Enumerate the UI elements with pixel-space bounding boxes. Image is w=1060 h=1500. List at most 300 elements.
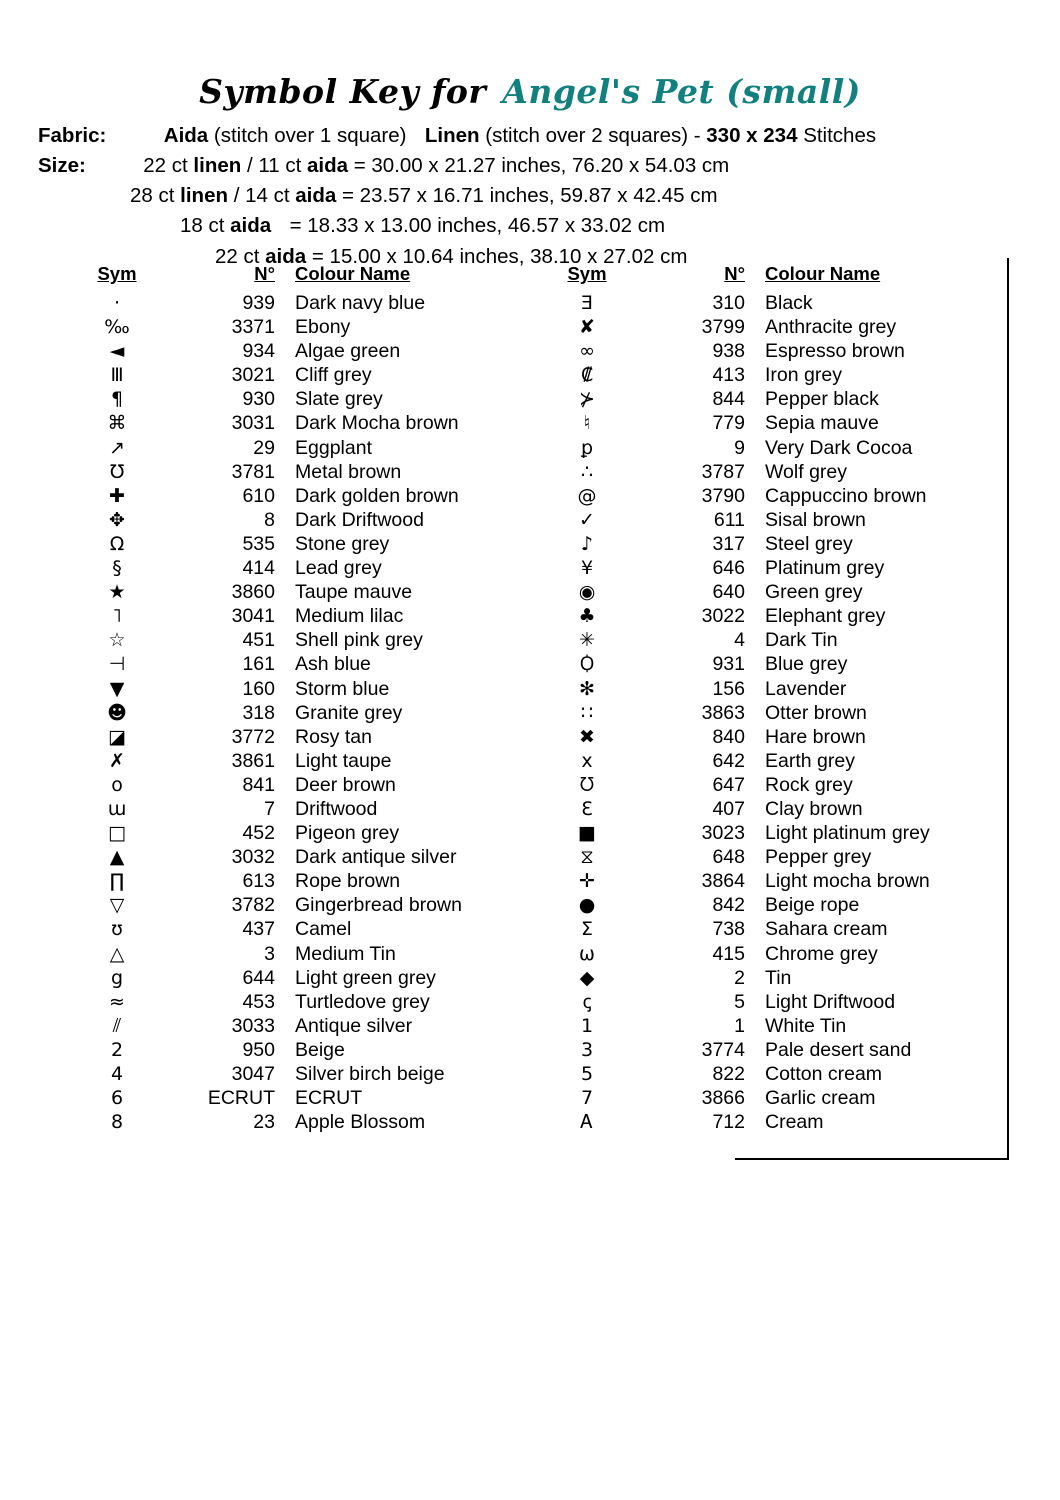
- size-line-3: [0, 211, 1060, 241]
- colour-name: Elephant grey: [765, 605, 886, 628]
- symbol-glyph: ♣: [578, 605, 596, 628]
- fabric-label: Fabric:: [38, 124, 107, 147]
- colour-name: Apple Blossom: [295, 1111, 426, 1134]
- size-label: Size:: [38, 154, 86, 178]
- colour-name: Very Dark Cocoa: [765, 436, 913, 459]
- symbol-glyph: ·: [113, 292, 121, 314]
- symbol-glyph: ☆: [108, 629, 126, 652]
- size-row-0-count1: 22 ct: [143, 154, 188, 178]
- table-row: [70, 1062, 540, 1086]
- thread-number: 3863: [701, 701, 745, 724]
- size-row-3-count2: 22 ct: [215, 244, 260, 268]
- table-row: [540, 460, 1010, 484]
- colour-name: Garlic cream: [765, 1087, 876, 1110]
- table-row: [70, 1086, 540, 1110]
- colour-name: ECRUT: [295, 1087, 363, 1110]
- thread-number: 841: [242, 773, 275, 796]
- thread-number: 3371: [231, 316, 275, 339]
- thread-number: 317: [712, 532, 745, 555]
- symbol-glyph: 8: [110, 1111, 124, 1134]
- thread-number: 938: [712, 340, 745, 363]
- thread-number: 3047: [231, 1063, 275, 1085]
- table-row: [70, 701, 540, 725]
- symbol-glyph: ✓: [579, 508, 595, 531]
- symbol-glyph: Ɛ: [581, 797, 593, 820]
- colour-name: Antique silver: [295, 1014, 413, 1037]
- table-row: [540, 363, 1010, 387]
- size-row-2-equals: = 18.33 x 13.00 inches, 46.57 x 33.02 cm: [289, 214, 666, 238]
- thread-number: 9: [734, 436, 745, 459]
- colour-name: Medium Tin: [295, 942, 396, 965]
- thread-number: 29: [253, 436, 275, 459]
- colour-name: Light taupe: [295, 749, 392, 772]
- thread-number: 3021: [231, 364, 275, 387]
- symbol-glyph: 4: [110, 1063, 124, 1085]
- colour-name: Metal brown: [295, 460, 402, 483]
- thread-number: 950: [242, 1038, 275, 1061]
- symbol-glyph: @: [577, 484, 597, 507]
- size-row-0-equals: = 30.00 x 21.27 inches, 76.20 x 54.03 cm: [353, 154, 730, 178]
- table-row: [540, 797, 1010, 821]
- header-num: N°: [254, 263, 275, 284]
- table-row: [70, 677, 540, 701]
- symbol-glyph: ⊣: [108, 653, 126, 676]
- colour-name: Medium lilac: [295, 605, 404, 628]
- table-row: [540, 1086, 1010, 1110]
- thread-number: 3023: [701, 822, 745, 845]
- thread-number: 318: [242, 701, 275, 724]
- thread-number: 437: [242, 918, 275, 941]
- symbol-glyph: ◉: [578, 581, 596, 604]
- fabric-info-block: [0, 121, 1060, 272]
- size-row-0-sep: /: [246, 154, 253, 178]
- thread-number: ECRUT: [207, 1087, 275, 1110]
- colour-name: Espresso brown: [765, 340, 905, 363]
- header-sym: Sym: [97, 263, 137, 284]
- table-row: [540, 604, 1010, 628]
- colour-name: Pepper black: [765, 388, 879, 411]
- symbol-glyph: ω: [579, 942, 595, 965]
- thread-number: 5: [734, 990, 745, 1013]
- symbol-glyph: ¥: [580, 557, 594, 580]
- thread-number: 156: [712, 677, 745, 700]
- symbol-glyph: ∏: [109, 870, 125, 893]
- colour-name: Clay brown: [765, 797, 863, 820]
- colour-name: Cream: [765, 1111, 824, 1134]
- thread-number: 7: [264, 797, 275, 820]
- colour-name: Sepia mauve: [765, 412, 879, 435]
- symbol-glyph: ■: [578, 822, 596, 845]
- header-sym: Sym: [567, 263, 607, 284]
- header-num: N°: [724, 263, 745, 284]
- thread-number: 646: [712, 557, 745, 580]
- symbol-glyph: ⊁: [579, 388, 595, 411]
- thread-number: 4: [734, 629, 745, 652]
- thread-number: 934: [242, 340, 275, 363]
- colour-name: Stone grey: [295, 532, 390, 555]
- symbol-glyph: ꝑ: [580, 436, 594, 459]
- thread-number: 738: [712, 918, 745, 941]
- symbol-glyph: ₡: [580, 364, 594, 387]
- table-row: [540, 1014, 1010, 1038]
- colour-name: Earth grey: [765, 749, 855, 772]
- colour-name: Dark Tin: [765, 629, 838, 652]
- symbol-glyph: ◆: [579, 966, 595, 989]
- thread-number: 931: [712, 653, 745, 676]
- colour-name: Chrome grey: [765, 942, 878, 965]
- colour-name: White Tin: [765, 1014, 847, 1037]
- colour-name: Taupe mauve: [295, 581, 413, 604]
- table-row: [540, 893, 1010, 917]
- thread-number: 415: [712, 942, 745, 965]
- key-column-left: [70, 262, 540, 1134]
- table-row: [540, 917, 1010, 941]
- symbol-key-tables: [70, 262, 1010, 1134]
- table-row: [70, 291, 540, 315]
- thread-number: 8: [264, 508, 275, 531]
- thread-number: 3782: [231, 894, 275, 917]
- colour-name: Deer brown: [295, 773, 396, 796]
- symbol-glyph: ✻: [579, 677, 595, 700]
- fabric-linen-word: Linen: [424, 124, 480, 147]
- table-row: [540, 387, 1010, 411]
- size-row-0-count2: 11 ct: [258, 154, 302, 178]
- thread-number: 712: [712, 1111, 745, 1134]
- symbol-glyph: ✗: [109, 749, 125, 772]
- header-colour-name: Colour Name: [295, 263, 411, 284]
- title-project-name: Angel's Pet (small): [502, 72, 861, 111]
- thread-number: 3860: [231, 581, 275, 604]
- key-table-right: [540, 262, 1010, 1134]
- table-row: [540, 556, 1010, 580]
- table-row: [540, 484, 1010, 508]
- table-row: [70, 990, 540, 1014]
- table-row: [70, 966, 540, 990]
- symbol-glyph: △: [109, 942, 125, 965]
- colour-name: Granite grey: [295, 701, 403, 724]
- stitch-count: 330 x 234: [706, 124, 798, 147]
- symbol-glyph: ⫽: [112, 1014, 122, 1037]
- symbol-glyph: ✖: [579, 725, 595, 748]
- colour-name: Beige rope: [765, 894, 860, 917]
- symbol-glyph: x: [581, 749, 593, 772]
- symbol-glyph: 7: [580, 1087, 594, 1110]
- colour-name: Ebony: [295, 316, 351, 339]
- colour-name: Slate grey: [295, 388, 383, 411]
- table-row: [540, 821, 1010, 845]
- symbol-glyph: ✥: [109, 508, 125, 531]
- symbol-glyph: □: [108, 822, 126, 845]
- fabric-aida-note: (stitch over 1 square): [213, 124, 407, 147]
- colour-name: Light mocha brown: [765, 870, 930, 893]
- table-row: [540, 1110, 1010, 1134]
- colour-name: Dark golden brown: [295, 484, 459, 507]
- table-row: [540, 701, 1010, 725]
- colour-name: Pigeon grey: [295, 822, 400, 845]
- colour-name: Black: [765, 292, 813, 314]
- thread-number: 611: [713, 508, 745, 531]
- table-row: [540, 845, 1010, 869]
- thread-number: 535: [242, 532, 275, 555]
- symbol-glyph: ∴: [580, 460, 594, 483]
- thread-number: 3864: [701, 870, 745, 893]
- table-row: [70, 604, 540, 628]
- symbol-glyph: Ꭺ: [580, 1111, 594, 1134]
- thread-number: 840: [712, 725, 745, 748]
- fabric-linen-note: (stitch over 2 squares) -: [485, 124, 701, 147]
- table-header-row: [70, 262, 540, 291]
- table-row: [70, 942, 540, 966]
- thread-number: 779: [712, 412, 745, 435]
- size-row-1-equals: = 23.57 x 16.71 inches, 59.87 x 42.45 cm: [342, 184, 718, 208]
- colour-name: Cliff grey: [295, 364, 372, 387]
- colour-name: Rope brown: [295, 870, 401, 893]
- size-row-0-fabric2: aida: [307, 154, 349, 178]
- size-row-1-fabric2: aida: [295, 184, 337, 208]
- table-row: [70, 508, 540, 532]
- thread-number: 930: [242, 388, 275, 411]
- thread-number: 310: [712, 292, 745, 314]
- size-row-0-fabric1: linen: [193, 154, 242, 178]
- table-row: [70, 749, 540, 773]
- colour-name: Anthracite grey: [765, 316, 897, 339]
- size-row-2-count2: 18 ct: [180, 214, 225, 238]
- colour-name: Hare brown: [765, 725, 866, 748]
- symbol-glyph: 2: [110, 1038, 124, 1061]
- colour-name: Turtledove grey: [295, 990, 430, 1013]
- colour-name: Green grey: [765, 581, 863, 604]
- table-row: [540, 436, 1010, 460]
- colour-name: Pale desert sand: [765, 1038, 912, 1061]
- colour-name: Platinum grey: [765, 557, 885, 580]
- table-row: [70, 363, 540, 387]
- key-column-right: [540, 262, 1010, 1134]
- fabric-line: [0, 121, 1060, 151]
- thread-number: 3774: [701, 1038, 745, 1061]
- symbol-glyph: ✳: [579, 629, 595, 652]
- symbol-glyph: ⌘: [107, 412, 127, 435]
- size-line-1: [0, 151, 1060, 181]
- symbol-glyph: ℧: [109, 460, 125, 483]
- table-row: [70, 893, 540, 917]
- table-row: [540, 411, 1010, 435]
- thread-number: 3022: [701, 605, 745, 628]
- symbol-glyph: 5: [580, 1063, 594, 1085]
- table-row: [70, 821, 540, 845]
- symbol-glyph: ⧖: [580, 846, 594, 869]
- colour-name: Eggplant: [295, 436, 372, 459]
- table-row: [70, 460, 540, 484]
- table-row: [540, 677, 1010, 701]
- thread-number: 648: [712, 846, 745, 869]
- symbol-glyph: ▽: [109, 894, 125, 917]
- symbol-glyph: ¶: [110, 388, 124, 411]
- table-header-row: [540, 262, 1010, 291]
- colour-name: Rosy tan: [295, 725, 372, 748]
- table-row: [540, 1062, 1010, 1086]
- symbol-glyph: 6: [110, 1087, 124, 1110]
- colour-name: Otter brown: [765, 701, 867, 724]
- symbol-glyph: ɯ: [107, 797, 127, 820]
- table-row: [540, 315, 1010, 339]
- symbol-glyph: ▼: [109, 677, 125, 700]
- thread-number: 407: [712, 797, 745, 820]
- size-row-3-fabric2: aida: [265, 244, 307, 268]
- fabric-aida-word: Aida: [163, 124, 209, 147]
- table-row: [70, 532, 540, 556]
- thread-number: 640: [712, 581, 745, 604]
- colour-name: Dark Mocha brown: [295, 412, 459, 435]
- symbol-glyph: ✛: [579, 870, 595, 893]
- table-row: [70, 580, 540, 604]
- colour-name: Cotton cream: [765, 1063, 883, 1085]
- symbol-glyph: ▲: [109, 846, 125, 869]
- thread-number: 3787: [701, 460, 745, 483]
- colour-name: Pepper grey: [765, 846, 872, 869]
- table-row: [70, 869, 540, 893]
- symbol-glyph: ●: [578, 894, 596, 917]
- table-row: [540, 291, 1010, 315]
- symbol-glyph: ✘: [579, 316, 595, 339]
- symbol-glyph: ≈: [109, 990, 125, 1013]
- thread-number: 3772: [231, 725, 275, 748]
- thread-number: 160: [242, 677, 275, 700]
- thread-number: 3790: [701, 484, 745, 507]
- size-row-1-count2: 14 ct: [245, 184, 290, 208]
- table-row: [70, 339, 540, 363]
- table-row: [540, 749, 1010, 773]
- page-title: [0, 72, 1060, 111]
- thread-number: 3033: [231, 1014, 275, 1037]
- table-row: [70, 315, 540, 339]
- symbol-glyph: ‰: [104, 316, 130, 339]
- symbol-glyph: ♪: [580, 532, 594, 555]
- table-row: [540, 725, 1010, 749]
- size-row-1-count1: 28 ct: [130, 184, 175, 208]
- colour-name: Iron grey: [765, 364, 842, 387]
- symbol-glyph: 1: [580, 1014, 594, 1037]
- thread-number: 844: [712, 388, 745, 411]
- thread-number: 3866: [701, 1087, 745, 1110]
- symbol-glyph: ʊ: [111, 918, 123, 941]
- thread-number: 414: [242, 557, 275, 580]
- symbol-glyph: §: [112, 557, 122, 580]
- table-row: [540, 508, 1010, 532]
- colour-name: Driftwood: [295, 797, 378, 820]
- table-row: [540, 990, 1010, 1014]
- size-row-2-fabric2: aida: [230, 214, 272, 238]
- symbol-glyph: ∷: [580, 701, 594, 724]
- table-row: [70, 484, 540, 508]
- symbol-glyph: Ⅲ: [110, 364, 124, 387]
- table-row: [540, 773, 1010, 797]
- table-row: [540, 652, 1010, 676]
- symbol-glyph: ✚: [109, 484, 125, 507]
- thread-number: 610: [242, 484, 275, 507]
- thread-number: 3: [264, 942, 275, 965]
- colour-name: Tin: [765, 966, 792, 989]
- colour-name: Light platinum grey: [765, 822, 930, 845]
- table-row: [540, 966, 1010, 990]
- thread-number: 451: [242, 629, 275, 652]
- size-line-2: [0, 181, 1060, 211]
- symbol-glyph: ◪: [108, 725, 126, 748]
- size-row-1-sep: /: [233, 184, 240, 208]
- stitches-word: Stitches: [803, 124, 877, 147]
- table-row: [70, 917, 540, 941]
- table-row: [70, 387, 540, 411]
- thread-number: 3032: [231, 846, 275, 869]
- thread-number: 842: [712, 894, 745, 917]
- colour-name: Sahara cream: [765, 918, 888, 941]
- symbol-glyph: ∞: [579, 340, 595, 363]
- symbol-glyph: Σ: [580, 918, 593, 941]
- size-row-3-equals: = 15.00 x 10.64 inches, 38.10 x 27.02 cm: [311, 244, 688, 268]
- thread-number: 3031: [231, 412, 275, 435]
- table-row: [70, 1110, 540, 1134]
- table-row: [540, 628, 1010, 652]
- thread-number: 822: [712, 1063, 745, 1085]
- thread-number: 161: [242, 653, 275, 676]
- table-row: [70, 556, 540, 580]
- table-row: [540, 942, 1010, 966]
- thread-number: 644: [242, 966, 275, 989]
- thread-number: 23: [253, 1111, 275, 1134]
- colour-name: Ash blue: [295, 653, 371, 676]
- table-row: [70, 773, 540, 797]
- colour-name: Sisal brown: [765, 508, 866, 531]
- colour-name: Blue grey: [765, 653, 848, 676]
- table-row: [540, 580, 1010, 604]
- table-row: [70, 1038, 540, 1062]
- table-row: [70, 628, 540, 652]
- header-colour-name: Colour Name: [765, 263, 881, 284]
- colour-name: Gingerbread brown: [295, 894, 462, 917]
- symbol-glyph: ★: [108, 581, 126, 604]
- thread-number: 642: [712, 749, 745, 772]
- thread-number: 1: [734, 1014, 745, 1037]
- symbol-glyph: Ꟁ: [579, 653, 595, 676]
- thread-number: 2: [734, 966, 745, 989]
- table-row: [70, 845, 540, 869]
- symbol-glyph: Ω: [109, 532, 125, 555]
- thread-number: 3861: [231, 749, 275, 772]
- table-row: [70, 411, 540, 435]
- table-row: [540, 869, 1010, 893]
- table-row: [540, 532, 1010, 556]
- colour-name: Light Driftwood: [765, 990, 896, 1013]
- thread-number: 3799: [701, 316, 745, 339]
- symbol-glyph: g: [110, 966, 124, 989]
- symbol-glyph: ᘮ: [579, 773, 595, 796]
- colour-name: Cappuccino brown: [765, 484, 927, 507]
- thread-number: 413: [712, 364, 745, 387]
- symbol-glyph: ˥: [112, 605, 122, 628]
- thread-number: 647: [712, 773, 745, 796]
- table-row: [70, 725, 540, 749]
- colour-name: Dark navy blue: [295, 292, 426, 314]
- colour-name: Camel: [295, 918, 352, 941]
- title-prefix: Symbol Key for: [199, 72, 487, 111]
- thread-number: 3041: [231, 605, 275, 628]
- symbol-glyph: ꞔ: [582, 990, 592, 1013]
- colour-name: Steel grey: [765, 532, 853, 555]
- colour-name: Rock grey: [765, 773, 853, 796]
- thread-number: 613: [242, 870, 275, 893]
- symbol-glyph: o: [111, 773, 123, 796]
- colour-name: Wolf grey: [765, 460, 847, 483]
- symbol-glyph: ◄: [109, 340, 125, 363]
